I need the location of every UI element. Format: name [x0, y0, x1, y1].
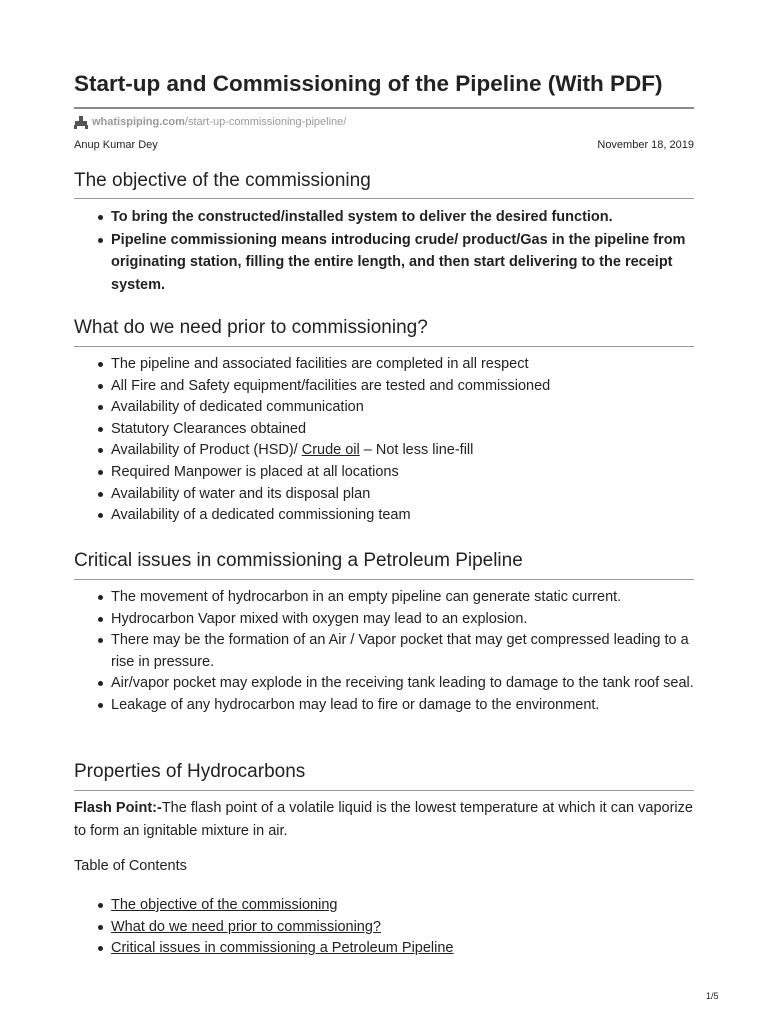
crude-oil-link[interactable]: Crude oil [301, 442, 360, 459]
flash-point-label: Flash Point:- [74, 800, 162, 816]
list-item: Leakage of any hydrocarbon may lead to fire or damage to the environment. [74, 695, 694, 717]
toc-item [74, 938, 694, 960]
list-item: The movement of hydrocarbon in an empty pipeline can generate static current. [74, 587, 694, 609]
heading-objective: The objective of the commissioning [74, 170, 371, 191]
list-item: There may be the formation of an Air / Vapor pocket that may get compressed leading to a rise in pressure. [74, 630, 694, 673]
critical-list [74, 587, 694, 717]
list-item: Availability of a dedicated commissioning team [74, 505, 694, 527]
objective-list [74, 206, 694, 296]
heading-divider [74, 198, 694, 199]
list-item: Required Manpower is placed at all locations [74, 462, 694, 484]
list-item: All Fire and Safety equipment/facilities are tested and commissioned [74, 376, 694, 398]
page-title: Start-up and Commissioning of the Pipeline (With PDF) [74, 71, 663, 96]
heading-properties: Properties of Hydrocarbons [74, 761, 306, 782]
toc-list [74, 895, 694, 960]
list-item: Availability of water and its disposal plan [74, 484, 694, 506]
title-divider [74, 107, 694, 109]
toc-item [74, 917, 694, 939]
list-item: The pipeline and associated facilities are completed in all respect [74, 354, 694, 376]
list-item: Hydrocarbon Vapor mixed with oxygen may lead to an explosion. [74, 609, 694, 631]
flash-point-text: The flash point of a volatile liquid is the lowest temperature at which it can vaporize to form an ignitable mixture in air. [74, 800, 693, 839]
list-item-text: Availability of Product (HSD)/ [111, 442, 302, 459]
author-name: Anup Kumar Dey [74, 139, 158, 151]
page-number: 1/5 [706, 991, 719, 1001]
list-item-suffix: – Not less line-fill [359, 442, 474, 459]
heading-prior: What do we need prior to commissioning? [74, 317, 428, 338]
list-item: To bring the constructed/installed system to deliver the desired function. [74, 206, 694, 229]
toc-item [74, 895, 694, 917]
toc-link-prior[interactable]: What do we need prior to commissioning? [111, 918, 381, 935]
list-item: Air/vapor pocket may explode in the receiving tank leading to damage to the tank roof seal. [74, 673, 694, 695]
publish-date: November 18, 2019 [597, 139, 694, 151]
heading-divider [74, 346, 694, 347]
toc-label: Table of Contents [74, 858, 187, 874]
heading-divider [74, 790, 694, 791]
list-item: Pipeline commissioning means introducing crude/ product/Gas in the pipeline from originating station, filling the entire length, and then start delivering to the receipt system. [74, 229, 694, 297]
list-item: Availability of dedicated communication [74, 397, 694, 419]
toc-link-critical[interactable]: Critical issues in commissioning a Petroleum Pipeline [111, 940, 454, 957]
flash-point-paragraph [74, 797, 694, 842]
toc-link-objective[interactable]: The objective of the commissioning [111, 897, 338, 913]
list-item [74, 440, 694, 462]
source-path: /start-up-commissioning-pipeline/ [184, 116, 347, 128]
pipe-icon [74, 115, 88, 129]
source-domain: whatispiping.com [92, 116, 185, 128]
prior-list [74, 354, 694, 527]
source-url[interactable] [74, 114, 346, 130]
list-item: Statutory Clearances obtained [74, 419, 694, 441]
heading-divider [74, 579, 694, 580]
heading-critical: Critical issues in commissioning a Petroleum Pipeline [74, 550, 523, 571]
